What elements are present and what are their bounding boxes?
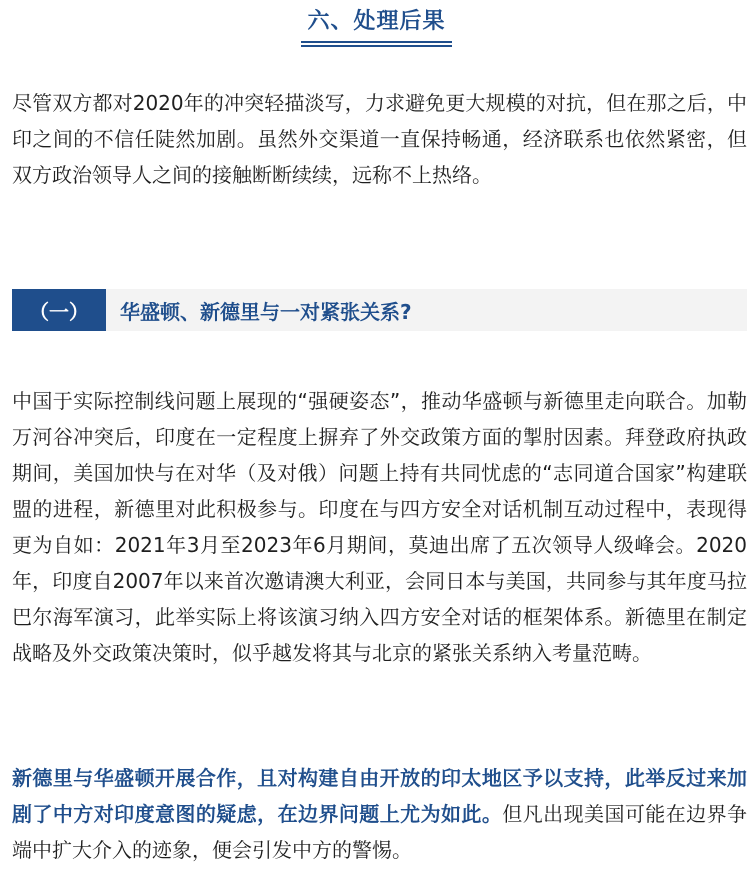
paragraph-conclusion-bold: 新德里与华盛顿开展合作，且对构建自由开放的印太地区予以支持，此举反过来加剧了中方对印度意图的疑虑，在边界问题上尤为如此。 bbox=[12, 766, 747, 826]
title-wrap bbox=[0, 0, 753, 43]
section-title: 华盛顿、新德里与一对紧张关系? bbox=[120, 299, 412, 324]
section-number: （一） bbox=[12, 289, 106, 331]
paragraph-intro: 尽管双方都对2020年的冲突轻描淡写，力求避免更大规模的对抗，但在那之后，中印之间的不信任陡然加剧。虽然外交渠道一直保持畅通，经济联系也依然紧密，但双方政治领导人之间的接触断断续续，远称不上热络。 bbox=[12, 91, 747, 187]
page-title: 六、处理后果 bbox=[301, 4, 451, 43]
section-header bbox=[12, 289, 747, 331]
paragraph-body: 中国于实际控制线问题上展现的“强硬姿态”，推动华盛顿与新德里走向联合。加勒万河谷冲突后，印度在一定程度上摒弃了外交政策方面的掣肘因素。拜登政府执政期间，美国加快与在对华（及对俄）问题上持有共同忧虑的“志同道合国家”构建联盟的进程，新德里对此积极参与。印度在与四方安全对话机制互动过程中，表现得更为自如：2021年3月至2023年6月期间，莫迪出席了五次领导人级峰会。2020年，印度自2007年以来首次邀请澳大利亚，会同日本与美国，共同参与其年度马拉巴尔海军演习，此举实际上将该演习纳入四方安全对话的框架体系。新德里在制定战略及外交政策决策时，似乎越发将其与北京的紧张关系纳入考量范畴。 bbox=[12, 389, 747, 665]
paragraph-conclusion bbox=[12, 760, 747, 868]
paragraph-conclusion-normal: 但凡出现美国可能在边界争端中扩大介入的迹象，便会引发中方的警惕。 bbox=[12, 802, 748, 862]
